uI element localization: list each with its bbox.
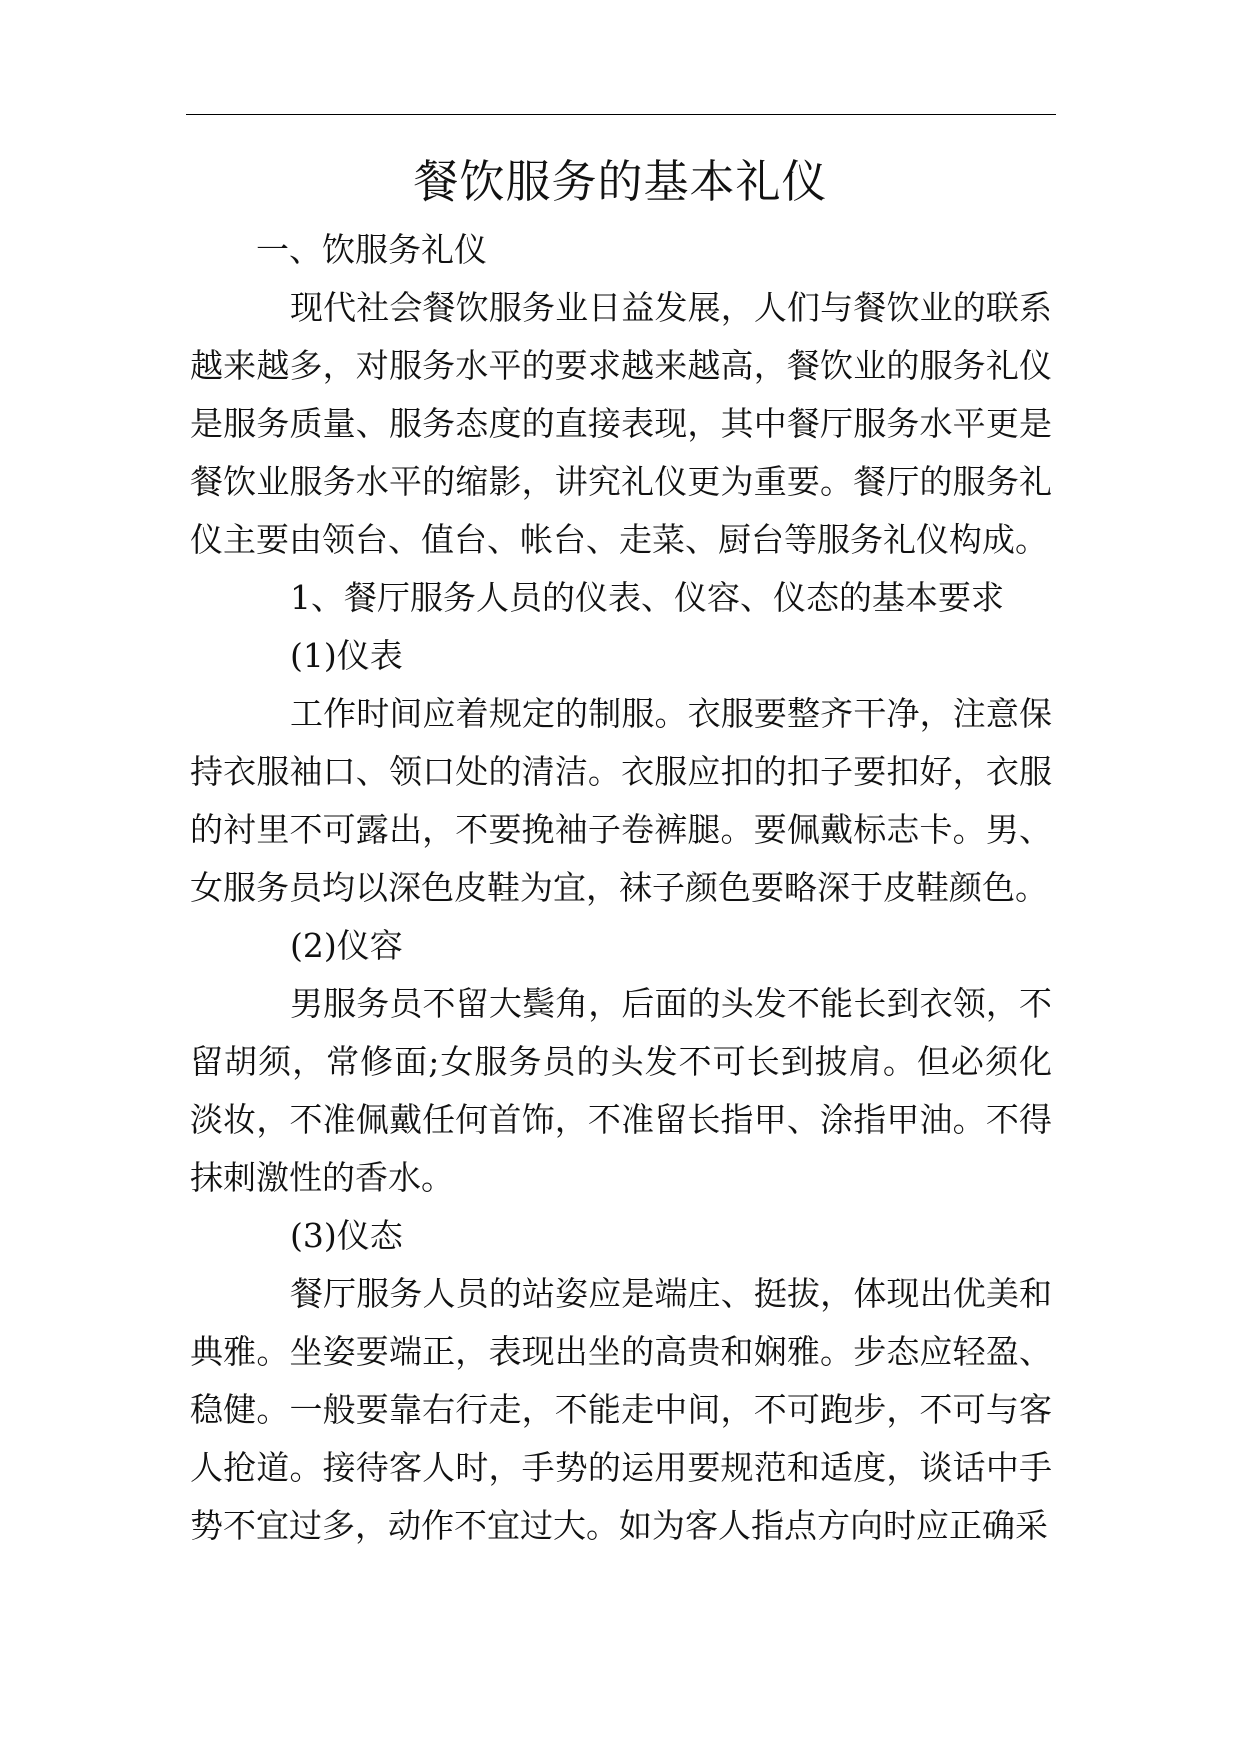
paragraph-grooming: 男服务员不留大鬓角，后面的头发不能长到衣领，不留胡须，常修面;女服务员的头发不可长到披肩。但必须化淡妆，不准佩戴任何首饰，不准留长指甲、涂指甲油。不得抹刺激性的香水。: [190, 984, 1052, 1197]
header-rule: [186, 114, 1056, 115]
subsection-heading: 1、餐厅服务人员的仪表、仪容、仪态的基本要求: [290, 578, 1004, 617]
document-title: 餐饮服务的基本礼仪: [413, 155, 828, 208]
document-body: [190, 221, 1052, 1555]
paragraph-posture: 餐厅服务人员的站姿应是端庄、挺拔，体现出优美和典雅。坐姿要端正，表现出坐的高贵和娴雅。步态应轻盈、稳健。一般要靠右行走，不能走中间，不可跑步，不可与客人抢道。接待客人时，手势的运用要规范和适度，谈话中手势不宜过多，动作不宜过大。如为客人指点方向时应正确采: [190, 1274, 1052, 1545]
item-heading-appearance: (1)仪表: [290, 636, 403, 675]
paragraph-intro: 现代社会餐饮服务业日益发展，人们与餐饮业的联系越来越多，对服务水平的要求越来越高，餐饮业的服务礼仪是服务质量、服务态度的直接表现，其中餐厅服务水平更是餐饮业服务水平的缩影，讲究礼仪更为重要。餐厅的服务礼仪主要由领台、值台、帐台、走菜、厨台等服务礼仪构成。: [190, 288, 1052, 559]
section-heading: 一、饮服务礼仪: [256, 230, 487, 269]
paragraph-appearance: 工作时间应着规定的制服。衣服要整齐干净，注意保持衣服袖口、领口处的清洁。衣服应扣的扣子要扣好，衣服的衬里不可露出，不要挽袖子卷裤腿。要佩戴标志卡。男、女服务员均以深色皮鞋为宜，袜子颜色要略深于皮鞋颜色。: [190, 694, 1052, 907]
item-heading-posture: (3)仪态: [290, 1216, 403, 1255]
item-heading-grooming: (2)仪容: [290, 926, 403, 965]
